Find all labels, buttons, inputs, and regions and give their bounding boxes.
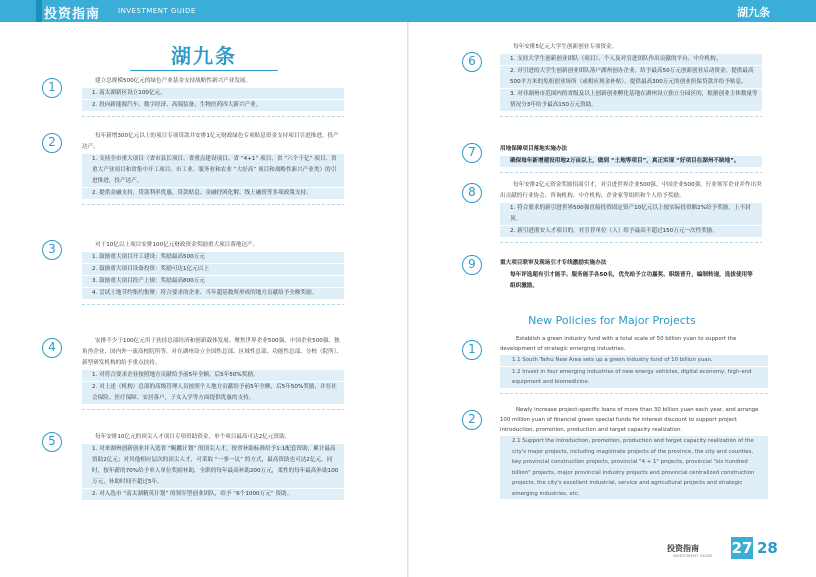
- dotted-divider: [500, 172, 762, 173]
- en-policy-item-1: [500, 334, 768, 394]
- policy-item-1: [82, 76, 344, 117]
- policy-heading: 重大项目联审及现场引才专线激励实施办法: [500, 260, 607, 266]
- policy-sub-item: 2. 对上述（机构）总部的高级管理人员按照个人地方贡献给予前5年全额，后5年50%奖励，并在社会保险、医疗保障、安居落户，子女入学等方面提供优惠的支持。: [82, 382, 344, 404]
- policy-item-5: [82, 432, 344, 500]
- policy-sub-item: 每年评选超有引才能手、服务能手各50名，优先给予立功嘉奖、职级晋升，编制转递，选拔使用等组织激励。: [510, 272, 753, 289]
- dotted-divider: [500, 242, 762, 243]
- policy-sub-item: 1. 符合要求的新引进世界500强直接投资固定资产10亿元以上按实际投资额2%给予奖励，上不封顶。: [500, 203, 762, 225]
- policy-sub-item: 1. 对符合要求企业按照地方贡献给予前5年全额，后5年50%奖励。: [82, 370, 344, 381]
- policy-heading: 用地保障项目落地实施办法: [500, 146, 568, 152]
- policy-paragraph: 每年安排5亿元大学生创新创业专项资金。: [513, 44, 618, 50]
- policy-sub-item: 2. 投向新能源汽车、数字经济、高端装备，生物医药四大新兴产业。: [82, 100, 344, 111]
- policy-item-9: [500, 258, 762, 292]
- number-badge: 5: [42, 432, 62, 452]
- header-title-cn: 投资指南: [44, 7, 101, 22]
- policy-item-6: [500, 42, 762, 117]
- title-rule: [130, 70, 278, 71]
- policy-paragraph: 安排不少于100亿元用于扶持总部经济和创新载体发展。聚焦世界企业500强、中国企业500强、独角兽企业、国内外一流高校院所等，对在湖州设立全国性总部、区域性总部、功能性总部、分校（院所）、新型研发机构的给予重点扶持。: [82, 338, 343, 366]
- policy-sub-item: 1. 鼓励重大项目开工建设：奖励最高500万元: [82, 252, 344, 263]
- policy-paragraph: Establish a green industry fund with a total scale of 50 billion yuan to support the development of strategic emerging industries.: [500, 336, 737, 352]
- number-badge: 2: [462, 410, 482, 430]
- header-section: 湖九条: [737, 6, 770, 19]
- policy-sub-item: 1.1 South Taihu New Area sets up a green industry fund of 10 billion yuan.: [500, 355, 768, 366]
- number-badge: 8: [462, 183, 482, 203]
- policy-paragraph: 对于10亿以上项目安排100亿元财政资金奖励重大项目落地达产。: [95, 242, 259, 248]
- policy-sub-item: 2. 提供金融支持，贷款利率优惠，贷款贴息、金融纾困化解、线上融资等多项政策支持。: [82, 188, 344, 199]
- policy-item-7: [500, 144, 762, 173]
- en-section-title: New Policies for Major Projects: [528, 314, 696, 327]
- policy-item-4: [82, 336, 344, 410]
- policy-sub-item: 1. 南太湖新区设立100亿元。: [82, 88, 344, 99]
- policy-paragraph: 每年新增300亿元以上的项目专项贷款并安排1亿元财政绿色专项贴息资金支持项目引进推进、投产达产。: [82, 133, 339, 150]
- dotted-divider: [82, 409, 344, 410]
- dotted-divider: [82, 116, 344, 117]
- policy-sub-item: 2. 对引进的大学生创新创业团队落户湖州创办企业，给予最高50万元创新创业启动资金，提供最高500平方米的免租创业场所（或相应现金补贴），提供最高300万元的创业担保贷款并给予贴息。: [500, 66, 762, 88]
- policy-sub-item: 1. 对来湖州创新创业并入选省 “鲲鹏计划” 的顶尖人才，按省补助标准给予1:1配套资助，累计最高资助2亿元；对其他相应层次的顶尖人才，可采取 “一事一议” 的方式，最高资助也可达2亿元，同时，按年薪的70%给予单人单位奖励补助，全职的每年最高补助200万元，柔性的每年最高补助100万元，补助时间不超过5年。: [82, 444, 344, 488]
- policy-sub-item: 1. 支持大学生创新创业团队（项目）、个人及对引进团队作出贡献的平台、中介机构。: [500, 54, 762, 65]
- number-badge: 9: [462, 255, 482, 275]
- policy-paragraph: 建立总规模500亿元的绿色产业基金支持战略性新兴产业发展。: [95, 78, 252, 84]
- policy-item-8: [500, 180, 762, 243]
- number-badge: 7: [462, 143, 482, 163]
- policy-sub-item: 2. 新引进浙安人才项目的，对引荐单位（人）给予最高不超过150万元一次性奖励。: [500, 226, 762, 237]
- number-badge: 1: [42, 78, 62, 98]
- policy-sub-item: 1.2 Invest in four emerging industries of new energy vehicles, digital economy, high-end equipment and biomedicine.: [500, 367, 768, 388]
- page-spine: [407, 22, 409, 577]
- policy-sub-item: 1. 支持全市重大项目（省市县长项目、省重点建设项目、省 “4+1” 项目、省 “六个千亿” 项目、省重大产业项目和省集中开工项目、市工业、服务业和农业 “大好高” 项目和战略性新兴产业类）的引进推进、投产达产。: [82, 154, 344, 187]
- policy-paragraph: 每年安排2亿元资金奖励招商引才，对引进世界企业500强、中国企业500强、行业领军企业并作出突出贡献的行业协会、咨询机构、中介机构、企业家等组织和个人给予奖励。: [500, 182, 762, 199]
- policy-sub-item: 2. 鼓励重大项目设备投资：奖励可达1亿元以上: [82, 264, 344, 275]
- policy-sub-item: 4. 尝试土地节约集约集聚：符合要求的企业、当年超基数所形成的地方贡献给予全额奖励。: [82, 288, 344, 299]
- policy-sub-item: 3. 鼓励重大项目投产上规：奖励最高800万元: [82, 276, 344, 287]
- top-banner: [0, 0, 816, 22]
- policy-sub-item: 确保每年新增建设用地2万亩以上，做到 “土地等项目”，真正实现 “好项目在湖州不缺地”。: [500, 156, 762, 167]
- footer-brand-en: INVESTMENT GUIDE: [673, 554, 713, 558]
- number-badge: 2: [42, 133, 62, 153]
- policy-sub-item: 3. 对非湖州市范围内的省级及以上创新创业孵化基地在湖州设立独立分园区的，根据创业主体数量等情况分3年给予最高150万元资助。: [500, 89, 762, 111]
- banner-notch: [36, 0, 42, 22]
- policy-paragraph: 每年安排10亿元的顶尖人才项目专项资助资金，单个项目最高可达2亿元资助。: [95, 434, 291, 440]
- footer-brand-cn: 投资指南: [667, 544, 699, 553]
- en-policy-item-2: [500, 405, 768, 499]
- number-badge: 6: [462, 52, 482, 72]
- page-number-right: 28: [757, 539, 778, 557]
- number-badge: 3: [42, 240, 62, 260]
- page-title: 湖九条: [171, 44, 237, 68]
- policy-item-2: [82, 131, 344, 205]
- policy-item-3: [82, 240, 344, 305]
- number-badge: 4: [42, 338, 62, 358]
- dotted-divider: [82, 204, 344, 205]
- policy-paragraph: Newly increase project-specific loans of more than 30 billion yuan each year, and arrange 100 million yuan of financial green special funds for interest discount to support project introduction, promotion, production and target capacity realization.: [500, 407, 759, 433]
- header-title-en: INVESTMENT GUIDE: [118, 7, 196, 15]
- page-number-left: 27: [731, 539, 753, 557]
- dotted-divider: [500, 116, 762, 117]
- number-badge: 1: [462, 340, 482, 360]
- dotted-divider: [500, 393, 768, 394]
- policy-sub-item: 2. 对入选市 “南太湖精英计划” 的领军型创业团队，给予 “6个1000万元” 资助。: [82, 489, 344, 500]
- dotted-divider: [82, 304, 344, 305]
- policy-sub-item: 2.1 Support the introduction, promotion, production and target capacity realization of the city's major projects, including magistrate projects of the province, the city and counties, key provincial construction projects, provincial "4 + 1" projects, provincial "six hundred billion" projects, major provincial industry projects and provincial centralized construction projects, the city's excellent industrial, service and agricultural projects and strategic emerging industries, etc.: [500, 436, 768, 499]
